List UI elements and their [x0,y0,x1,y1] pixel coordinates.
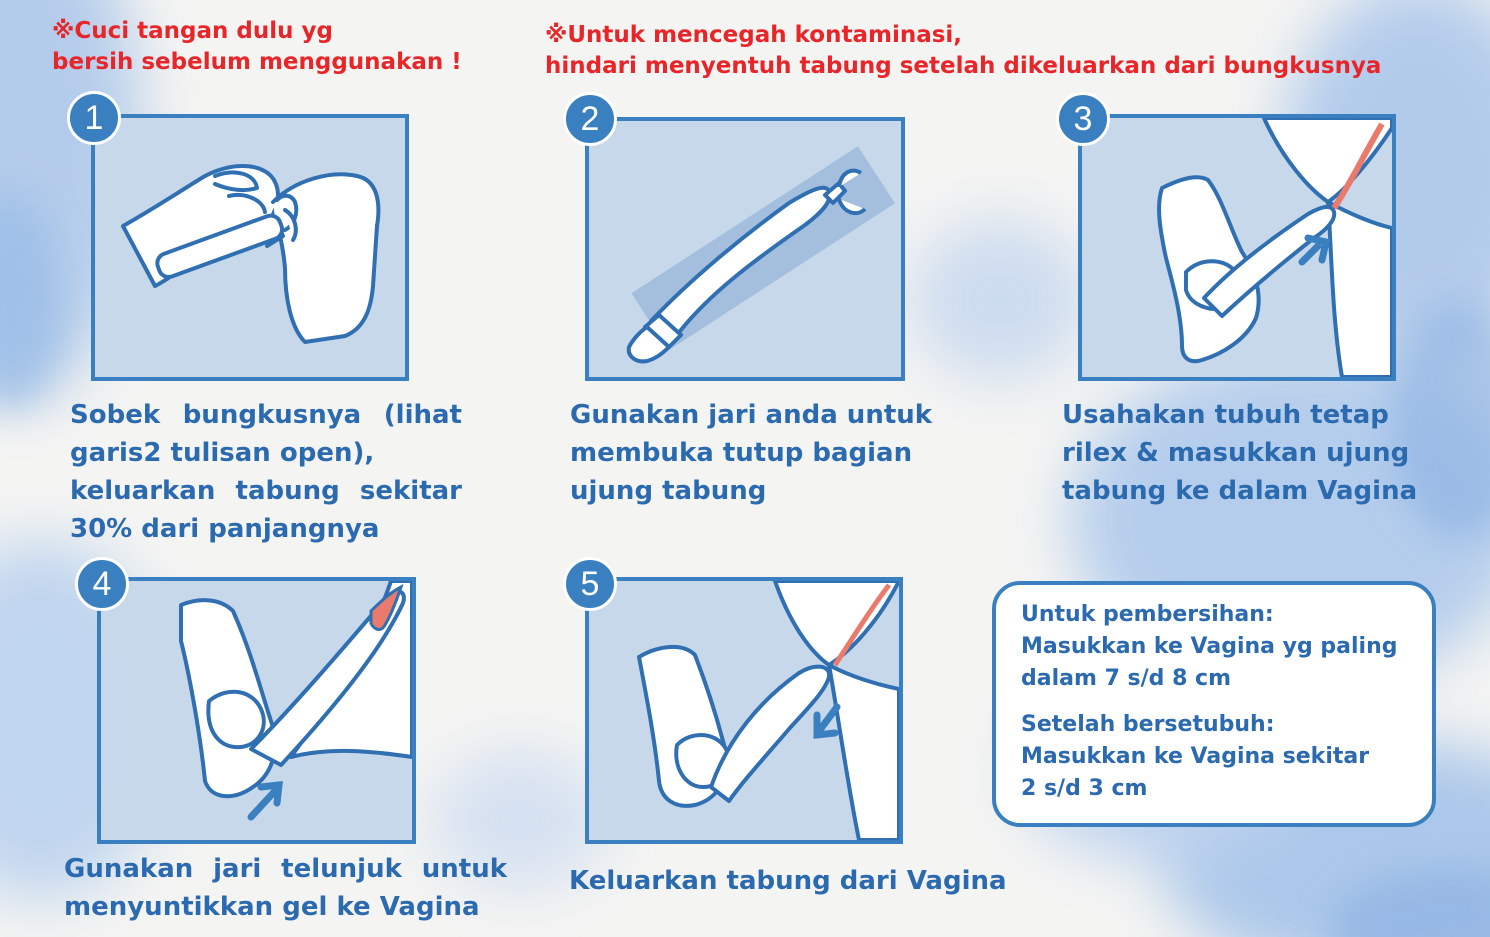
caption-line: tabung ke dalam Vagina [1062,476,1418,506]
step-4-number-badge: 4 [75,557,129,611]
caption-line: garis2 tulisan open), [70,438,375,468]
info-after-line: Masukkan ke Vagina sekitar [1021,744,1370,769]
warning-line: ※Cuci tangan dulu yg [52,18,333,44]
hand-pushing-plunger-icon [101,581,412,840]
hand-inserting-applicator-icon [1082,118,1392,377]
caption-line: Sobek bungkusnya (lihat [70,400,462,430]
step-5-caption [569,862,1007,900]
step-3-number-badge: 3 [1056,92,1110,146]
step-2-illustration-panel [585,117,905,381]
caption-line: Gunakan jari anda untuk [570,400,933,430]
warning-line: bersih sebelum menggunakan ! [52,49,462,75]
hands-tearing-wrapper-icon [95,118,405,377]
step-2-number-badge: 2 [563,92,617,146]
arrow-down-icon [817,707,837,735]
arrow-up-icon [251,785,279,817]
caption-line: ujung tabung [570,476,767,506]
applicator-tube-icon [589,121,901,377]
step-4-caption [64,850,507,926]
usage-depth-info-box [992,581,1436,827]
step-2-caption [570,396,932,510]
step-1-number-badge: 1 [67,91,121,145]
caption-line: 30% dari panjangnya [70,514,380,544]
caption-line: Keluarkan tabung dari Vagina [569,866,1007,896]
caption-line: Usahakan tubuh tetap [1062,400,1389,430]
info-spacer [1021,695,1432,709]
hand-withdrawing-applicator-icon [589,581,899,840]
info-cleaning-line: Masukkan ke Vagina yg paling [1021,634,1398,659]
step-4-illustration-panel [97,577,416,844]
warning-line: ※Untuk mencegah kontaminasi, [545,22,963,48]
info-after-heading: Setelah bersetubuh: [1021,712,1275,737]
step-3-caption [1062,396,1417,510]
info-cleaning-heading: Untuk pembersihan: [1021,602,1274,627]
info-cleaning-line: dalam 7 s/d 8 cm [1021,666,1231,691]
caption-line: membuka tutup bagian [570,438,913,468]
step-3-illustration-panel [1078,114,1396,381]
step-1-caption [70,396,462,548]
step-5-illustration-panel [585,577,903,844]
step-5-number-badge: 5 [563,557,617,611]
caption-line: rilex & masukkan ujung [1062,438,1410,468]
contamination-warning [545,20,1381,82]
warning-line: hindari menyentuh tabung setelah dikeluarkan dari bungkusnya [545,53,1382,79]
step-1-illustration-panel [91,114,409,381]
caption-line: menyuntikkan gel ke Vagina [64,892,480,922]
info-after-line: 2 s/d 3 cm [1021,776,1148,801]
caption-line: Gunakan jari telunjuk untuk [64,854,507,884]
caption-line: keluarkan tabung sekitar [70,476,462,506]
hand-washing-warning [52,16,462,78]
